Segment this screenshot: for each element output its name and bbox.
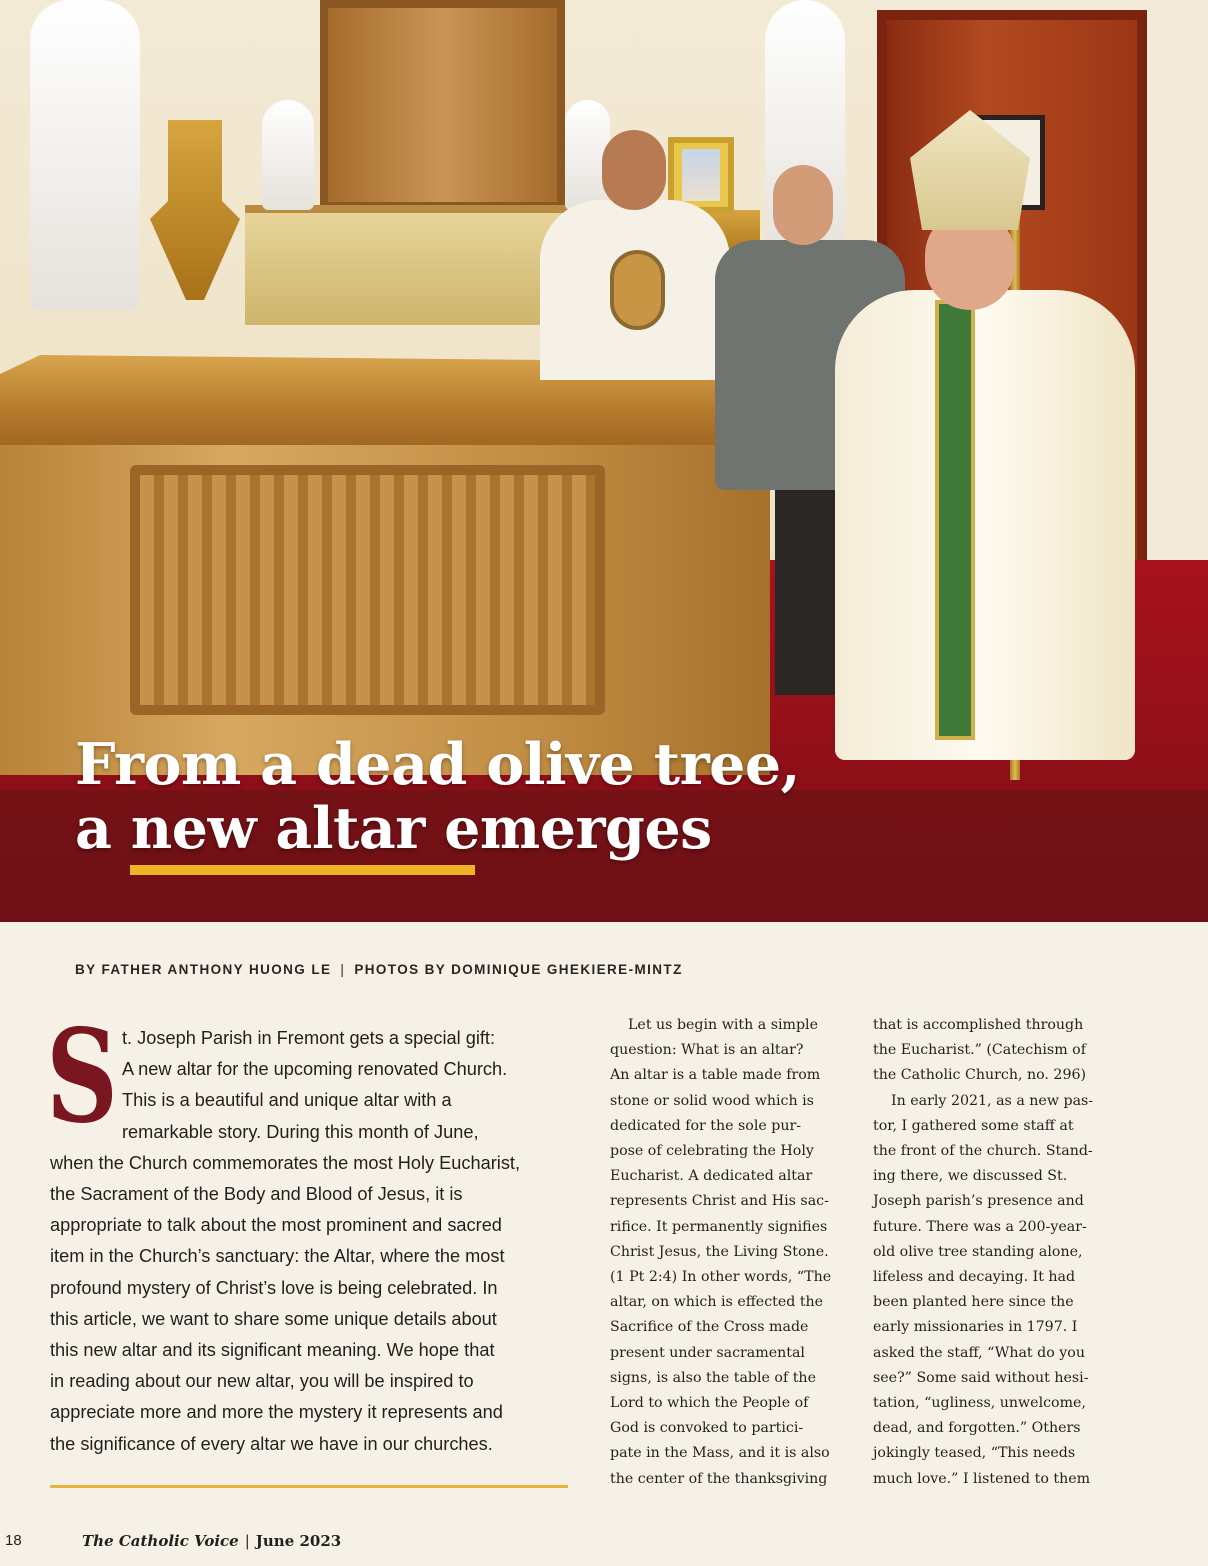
body-line: lifeless and decaying. It had — [873, 1269, 1076, 1286]
headline-line-2 — [75, 797, 955, 861]
lead-rule — [50, 1485, 568, 1488]
lead-line: profound mystery of Christ’s love is being celebrated. In — [50, 1277, 498, 1298]
drop-cap: S — [46, 1002, 119, 1152]
body-line: future. There was a 200-year- — [873, 1218, 1087, 1235]
body-line: the front of the church. Stand- — [873, 1143, 1093, 1160]
headline-line-2-end: emerges — [424, 795, 712, 862]
body-line: Lord to which the People of — [610, 1395, 809, 1412]
publication-name: The Catholic Voice — [82, 1532, 239, 1550]
body-line: stone or solid wood which is — [610, 1092, 814, 1109]
body-column-3 — [873, 1013, 1113, 1492]
photo-credit: PHOTOS BY DOMINIQUE GHEKIERE-MINTZ — [354, 962, 683, 977]
body-line: An altar is a table made from — [610, 1067, 821, 1084]
body-line: altar, on which is effected the — [610, 1294, 824, 1311]
body-line: rifice. It permanently signifies — [610, 1218, 828, 1235]
byline — [75, 962, 683, 977]
last-supper-relief — [130, 465, 605, 715]
publication-info — [82, 1532, 341, 1550]
body-line: early missionaries in 1797. I — [873, 1319, 1078, 1336]
body-line: Eucharist. A dedicated altar — [610, 1168, 813, 1185]
angel-statue-left — [262, 100, 314, 210]
lead-line: A new altar for the upcoming renovated Church. — [122, 1059, 508, 1080]
body-line: pate in the Mass, and it is also — [610, 1445, 830, 1462]
lead-line: this article, we want to share some unique details about — [50, 1308, 497, 1329]
body-line: In early 2021, as a new pas- — [891, 1092, 1094, 1109]
headline-highlight-underline — [130, 865, 475, 875]
lead-line: the Sacrament of the Body and Blood of Jesus, it is — [50, 1184, 463, 1205]
headline-line-1: From a dead olive tree, — [75, 731, 800, 798]
headline-highlight: new altar — [130, 795, 425, 862]
body-line: Joseph parish’s presence and — [873, 1193, 1084, 1210]
body-line: the center of the thanksgiving — [610, 1470, 828, 1487]
body-line: see?” Some said without hesi- — [873, 1369, 1089, 1386]
bishop-figure — [815, 110, 1135, 760]
lead-line: the significance of every altar we have in our churches. — [50, 1433, 493, 1454]
body-line: (1 Pt 2:4) In other words, “The — [610, 1269, 832, 1286]
body-line: old olive tree standing alone, — [873, 1243, 1083, 1260]
body-line: the Catholic Church, no. 296) — [873, 1067, 1087, 1084]
body-line: jokingly teased, “This needs — [873, 1445, 1076, 1462]
page-number: 18 — [5, 1532, 22, 1549]
body-line: much love.” I listened to them — [873, 1470, 1091, 1487]
body-line: been planted here since the — [873, 1294, 1074, 1311]
lead-line: item in the Church’s sanctuary: the Altar, where the most — [50, 1246, 505, 1267]
headline-line-2-start: a — [75, 795, 131, 862]
byline-separator: | — [340, 962, 346, 977]
body-line: question: What is an altar? — [610, 1042, 804, 1059]
body-line: dedicated for the sole pur- — [610, 1117, 802, 1134]
body-line: tor, I gathered some staff at — [873, 1117, 1074, 1134]
body-line: asked the staff, “What do you — [873, 1344, 1085, 1361]
body-line: dead, and forgotten.” Others — [873, 1420, 1081, 1437]
author-credit: BY FATHER ANTHONY HUONG LE — [75, 962, 332, 977]
candle-sconce-left — [150, 120, 240, 300]
body-line: ing there, we discussed St. — [873, 1168, 1068, 1185]
body-line: Christ Jesus, the Living Stone. — [610, 1243, 829, 1260]
lead-line: appreciate more and more the mystery it represents and — [50, 1402, 503, 1423]
embroidered-shelf — [245, 205, 580, 325]
body-line: Sacrifice of the Cross made — [610, 1319, 809, 1336]
priest-figure — [540, 130, 730, 380]
lead-line: when the Church commemorates the most Holy Eucharist, — [50, 1152, 521, 1173]
lead-line: appropriate to talk about the most prominent and sacred — [50, 1215, 502, 1236]
body-line: represents Christ and His sac- — [610, 1193, 829, 1210]
issue-date: June 2023 — [255, 1532, 342, 1550]
body-line: God is convoked to partici- — [610, 1420, 804, 1437]
lead-line: this new altar and its significant meaning. We hope that — [50, 1340, 495, 1361]
lead-paragraph — [50, 1023, 580, 1460]
lead-line: t. Joseph Parish in Fremont gets a special gift: — [122, 1028, 496, 1048]
headline — [75, 733, 955, 861]
footer-separator: | — [244, 1532, 250, 1550]
saint-joseph-statue — [30, 0, 140, 310]
lead-line: This is a beautiful and unique altar with a — [122, 1090, 452, 1111]
tabernacle-case — [320, 0, 565, 210]
page-footer — [0, 1528, 1208, 1558]
body-line: that is accomplished through — [873, 1017, 1084, 1033]
body-line: the Eucharist.” (Catechism of — [873, 1042, 1086, 1059]
body-line: tation, “ugliness, unwelcome, — [873, 1395, 1086, 1412]
body-line: signs, is also the table of the — [610, 1369, 816, 1386]
lead-line: in reading about our new altar, you will be inspired to — [50, 1371, 474, 1392]
body-line: present under sacramental — [610, 1344, 805, 1361]
body-column-2 — [610, 1013, 850, 1492]
body-line: pose of celebrating the Holy — [610, 1143, 814, 1160]
lead-line: remarkable story. During this month of June, — [122, 1121, 479, 1142]
body-line: Let us begin with a simple — [628, 1017, 818, 1033]
